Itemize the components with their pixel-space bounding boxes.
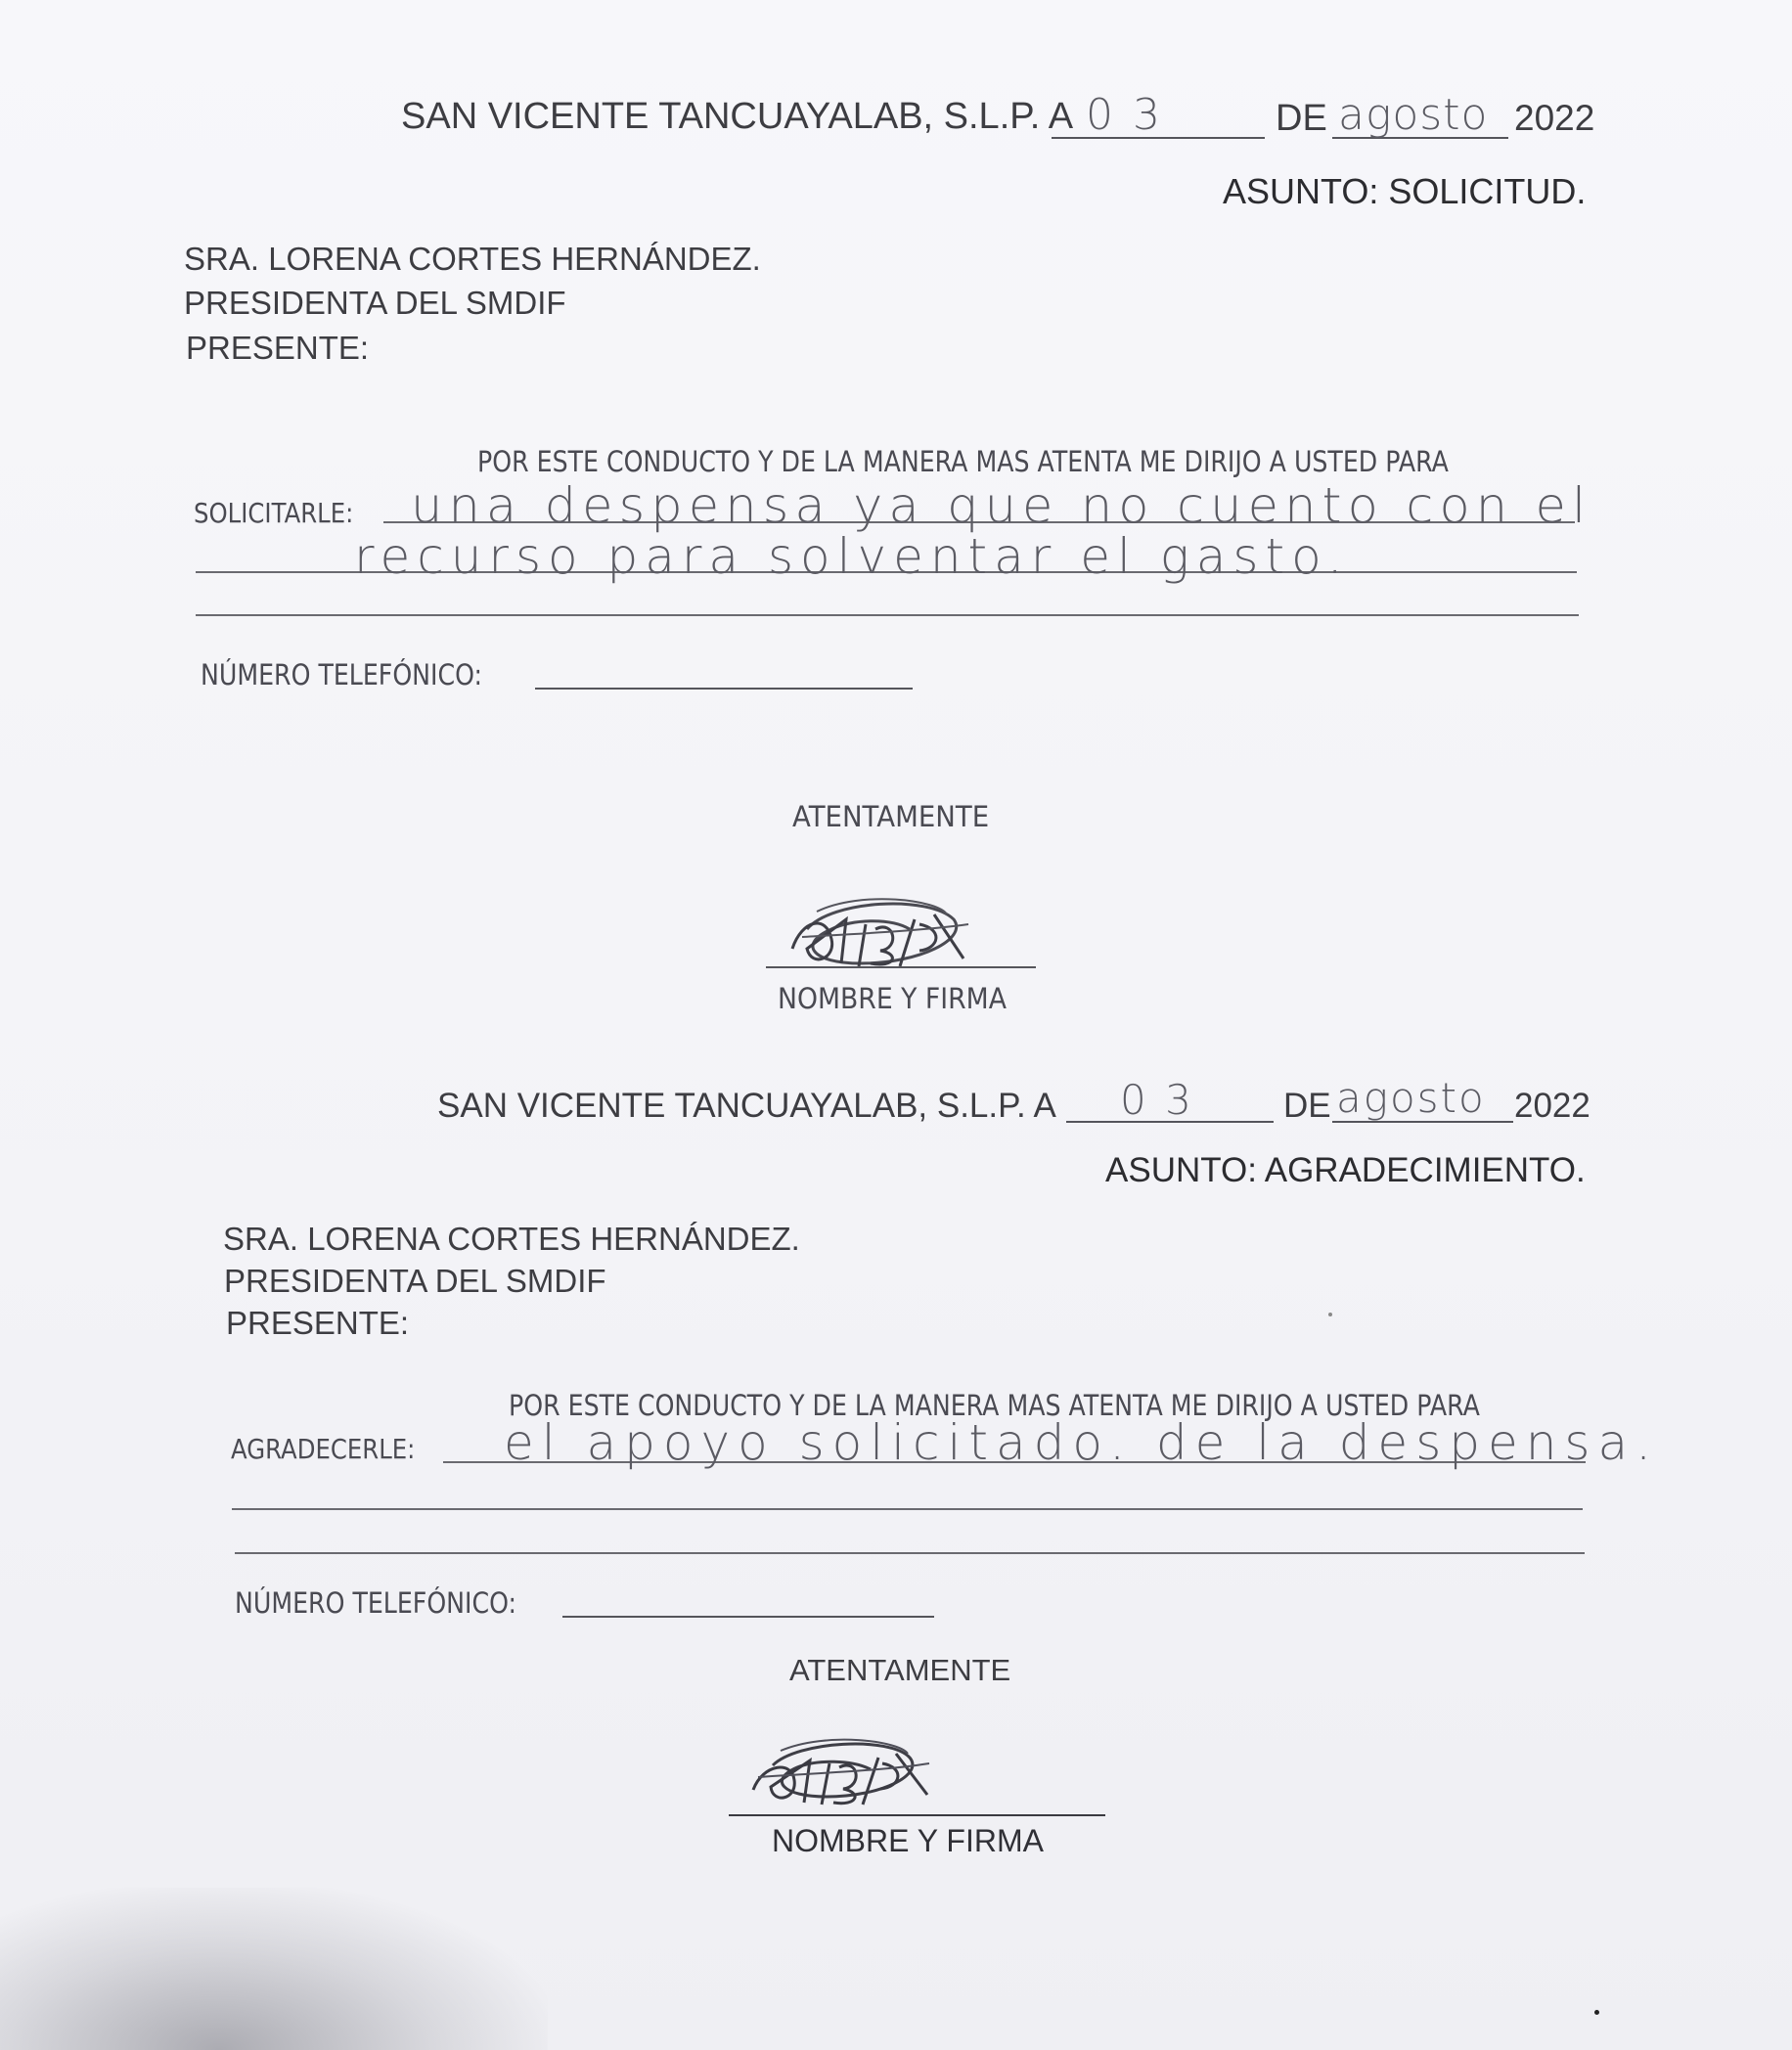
letter1-de: DE xyxy=(1276,98,1327,139)
letter1-signature-line xyxy=(766,966,1036,968)
letter1-place: SAN VICENTE TANCUAYALAB, S.L.P. A xyxy=(401,96,1074,137)
letter2-year: 2022 xyxy=(1514,1087,1590,1125)
ink-speck xyxy=(1328,1313,1332,1316)
letter1-signature-label: NOMBRE Y FIRMA xyxy=(778,982,1007,1015)
letter1-signature xyxy=(773,890,988,978)
letter2-purpose-label: AGRADECERLE: xyxy=(231,1433,416,1465)
letter2-recipient-title: PRESIDENTA DEL SMDIF xyxy=(224,1263,606,1299)
letter2-place: SAN VICENTE TANCUAYALAB, S.L.P. A xyxy=(437,1087,1056,1125)
letter2-signature-line xyxy=(729,1814,1105,1816)
ink-speck xyxy=(1594,2010,1599,2015)
letter2-subject: ASUNTO: AGRADECIMIENTO. xyxy=(1105,1151,1586,1189)
letter1-year: 2022 xyxy=(1514,98,1595,138)
letter2-signature xyxy=(743,1736,939,1814)
letter1-closing: ATENTAMENTE xyxy=(792,800,990,833)
letter2-phone-label: NÚMERO TELEFÓNICO: xyxy=(235,1586,517,1620)
letter2-handwriting-1: el apoyo solicitado. de la despensa. xyxy=(504,1414,1660,1471)
letter1-phone-line xyxy=(535,688,913,690)
letter1-month: agosto xyxy=(1338,90,1489,140)
photo-shadow xyxy=(0,1888,548,2050)
letter2-intro: POR ESTE CONDUCTO Y DE LA MANERA MAS ATENTA ME DIRIJO A USTED PARA xyxy=(509,1389,1480,1422)
letter1-subject: ASUNTO: SOLICITUD. xyxy=(1223,171,1587,211)
letter1-intro: POR ESTE CONDUCTO Y DE LA MANERA MAS ATENTA ME DIRIJO A USTED PARA xyxy=(477,445,1449,478)
letter1-recipient-name: SRA. LORENA CORTES HERNÁNDEZ. xyxy=(184,241,761,277)
letter1-purpose-label: SOLICITARLE: xyxy=(194,497,354,529)
letter2-recipient-name: SRA. LORENA CORTES HERNÁNDEZ. xyxy=(223,1221,800,1257)
letter1-recipient-title: PRESIDENTA DEL SMDIF xyxy=(184,285,566,321)
letter1-presente: PRESENTE: xyxy=(186,330,370,366)
letter2-de: DE xyxy=(1283,1087,1331,1125)
letter2-day: 0 3 xyxy=(1120,1076,1194,1124)
letter2-closing: ATENTAMENTE xyxy=(789,1653,1011,1687)
letter2-presente: PRESENTE: xyxy=(226,1305,410,1341)
letter1-handwriting-2: recurso para solventar el gasto. xyxy=(354,528,1350,585)
letter2-line-3 xyxy=(235,1552,1585,1554)
letter2-line-2 xyxy=(232,1508,1583,1510)
letter1-phone-label: NÚMERO TELEFÓNICO: xyxy=(201,658,483,691)
letter1-line-3 xyxy=(196,614,1579,616)
letter1-day: 0 3 xyxy=(1086,90,1163,140)
letter2-signature-label: NOMBRE Y FIRMA xyxy=(772,1823,1044,1858)
letter2-month: agosto xyxy=(1336,1074,1486,1122)
letter2-phone-line xyxy=(562,1616,934,1618)
letter1-handwriting-1: una despensa ya que no cuento con el xyxy=(411,477,1592,534)
